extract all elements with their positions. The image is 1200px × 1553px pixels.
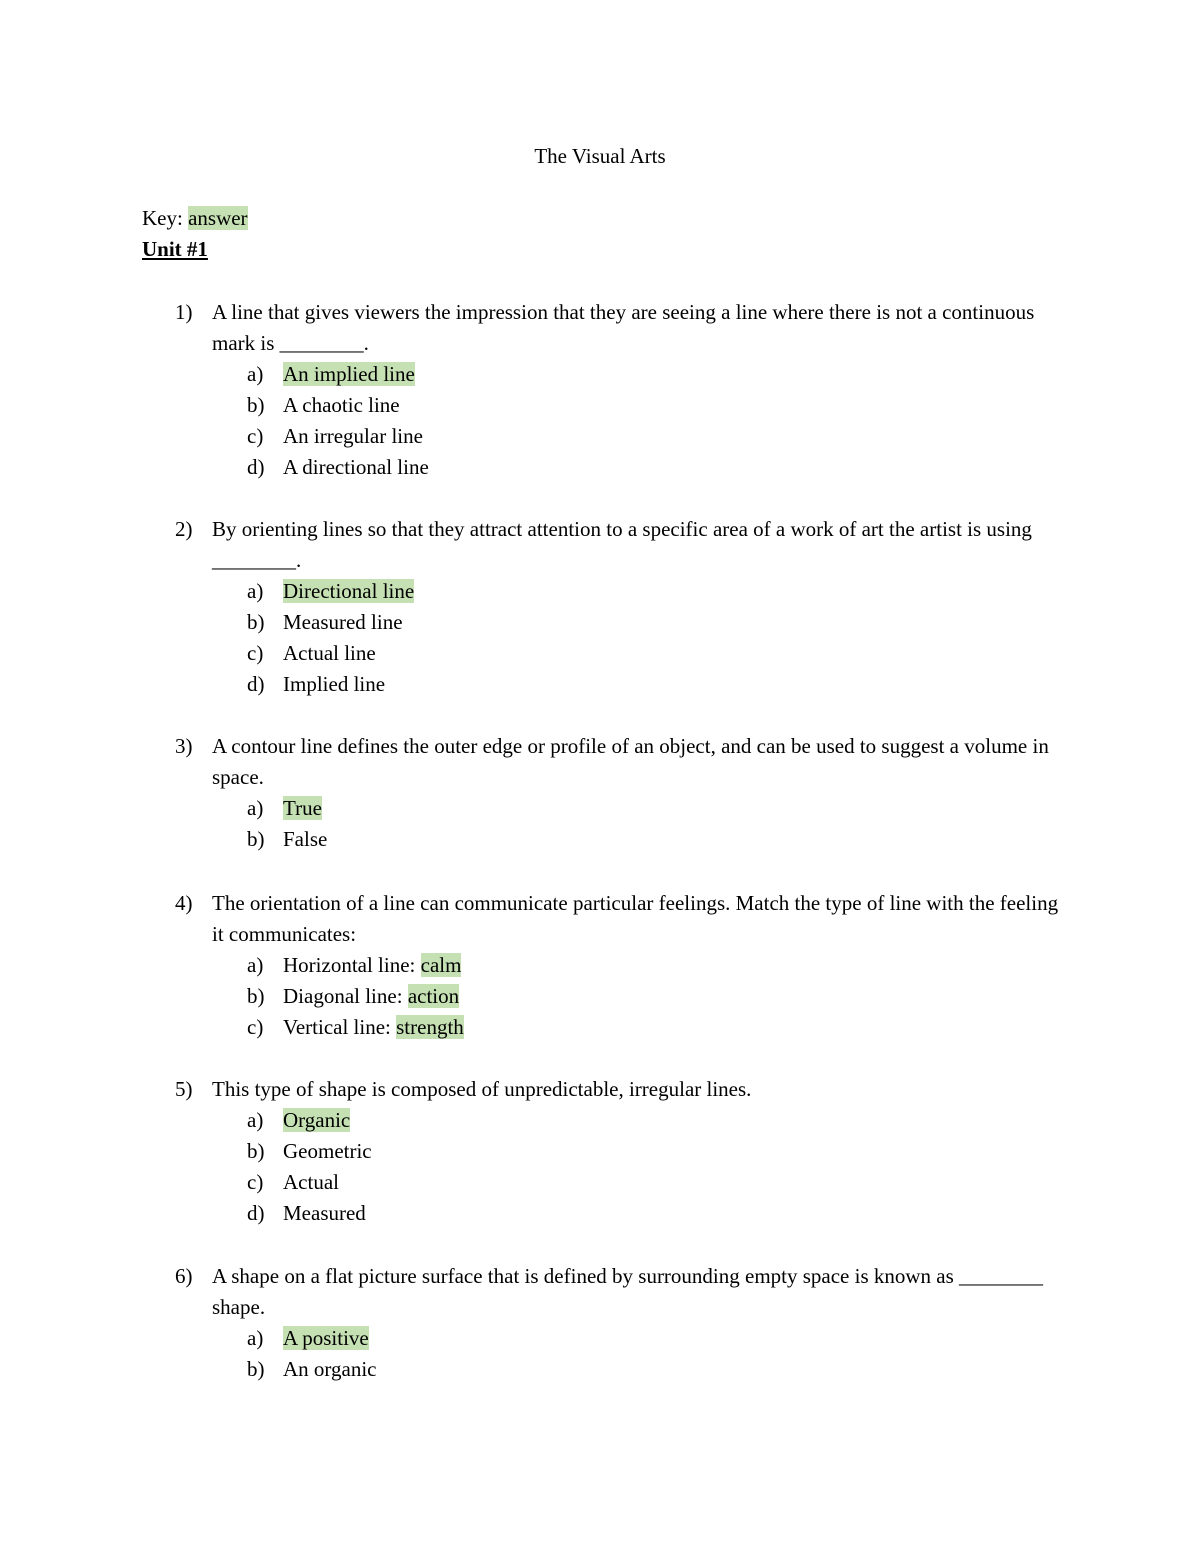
key-answer-highlight: answer	[188, 206, 248, 230]
option-c	[247, 638, 1065, 669]
unit-heading: Unit #1	[142, 237, 208, 261]
question-stem	[175, 731, 1065, 793]
option-text	[283, 793, 322, 824]
option-letter: d)	[247, 672, 265, 696]
option-b	[247, 607, 1065, 638]
answer-highlight: An implied line	[283, 362, 415, 386]
answer-highlight: calm	[420, 953, 462, 977]
question-stem	[175, 1074, 1065, 1105]
option-letter: c)	[247, 424, 264, 448]
question-text: A line that gives viewers the impression that they are seeing a line where there is not a continuous mark is ________.	[212, 300, 1035, 355]
option-letter: c)	[247, 1015, 264, 1039]
option-d	[247, 452, 1065, 483]
question-stem	[175, 514, 1065, 576]
option-a	[247, 359, 1065, 390]
option-c	[247, 1012, 1065, 1043]
option-text	[283, 950, 461, 981]
question-number: 6)	[175, 1264, 193, 1288]
option-text: An irregular line	[283, 424, 423, 448]
option-letter: b)	[247, 610, 265, 634]
option-prefix: Horizontal line:	[283, 953, 421, 977]
option-text: A chaotic line	[283, 393, 400, 417]
option-text	[283, 981, 459, 1012]
option-letter: a)	[247, 1108, 264, 1132]
option-letter: b)	[247, 1139, 265, 1163]
option-letter: c)	[247, 641, 264, 665]
option-letter: b)	[247, 1357, 265, 1381]
answer-highlight: A positive	[283, 1326, 369, 1350]
option-c	[247, 421, 1065, 452]
option-text: Measured	[283, 1201, 366, 1225]
question-number: 1)	[175, 300, 193, 324]
question-1	[175, 297, 1065, 483]
option-b	[247, 1354, 1065, 1385]
option-letter: c)	[247, 1170, 264, 1194]
option-d	[247, 669, 1065, 700]
option-text: Geometric	[283, 1139, 372, 1163]
question-number: 2)	[175, 517, 193, 541]
question-number: 3)	[175, 734, 193, 758]
option-letter: d)	[247, 455, 265, 479]
option-letter: a)	[247, 1326, 264, 1350]
question-stem	[175, 888, 1065, 950]
option-letter: a)	[247, 362, 264, 386]
option-letter: b)	[247, 827, 265, 851]
answer-highlight: Directional line	[283, 579, 415, 603]
option-letter: a)	[247, 796, 264, 820]
option-prefix: Vertical line:	[283, 1015, 397, 1039]
option-text: An organic	[283, 1357, 377, 1381]
option-a	[247, 1105, 1065, 1136]
option-letter: b)	[247, 984, 265, 1008]
option-prefix: Diagonal line:	[283, 984, 408, 1008]
option-text: Actual	[283, 1170, 339, 1194]
option-text	[283, 359, 415, 390]
option-text: Implied line	[283, 672, 386, 696]
answer-highlight: strength	[396, 1015, 464, 1039]
option-text	[283, 1012, 464, 1043]
option-text: Actual line	[283, 641, 376, 665]
question-text: By orienting lines so that they attract attention to a specific area of a work of art the artist is using ________.	[212, 517, 1032, 572]
option-b	[247, 981, 1065, 1012]
question-number: 4)	[175, 891, 193, 915]
question-3	[175, 731, 1065, 855]
question-text: This type of shape is composed of unpredictable, irregular lines.	[212, 1077, 752, 1101]
question-5	[175, 1074, 1065, 1229]
option-text	[283, 1105, 350, 1136]
option-a	[247, 1323, 1065, 1354]
answer-highlight: True	[283, 796, 322, 820]
option-b	[247, 824, 1065, 855]
answer-highlight: action	[407, 984, 460, 1008]
answer-highlight: Organic	[283, 1108, 351, 1132]
option-b	[247, 390, 1065, 421]
option-text: False	[283, 827, 328, 851]
option-text: A directional line	[283, 455, 429, 479]
option-letter: a)	[247, 579, 264, 603]
question-text: A contour line defines the outer edge or profile of an object, and can be used to suggest a volume in space.	[212, 734, 1049, 789]
question-number: 5)	[175, 1077, 193, 1101]
option-text	[283, 1323, 369, 1354]
question-4	[175, 888, 1065, 1043]
answer-key-legend	[142, 203, 248, 234]
option-a	[247, 793, 1065, 824]
option-a	[247, 950, 1065, 981]
option-c	[247, 1167, 1065, 1198]
page-title: The Visual Arts	[534, 144, 666, 168]
option-letter: a)	[247, 953, 264, 977]
option-text: Measured line	[283, 610, 403, 634]
option-letter: b)	[247, 393, 265, 417]
question-stem	[175, 297, 1065, 359]
option-text	[283, 576, 414, 607]
question-text: The orientation of a line can communicate particular feelings. Match the type of line with the feeling it communicates:	[212, 891, 1059, 946]
option-letter: d)	[247, 1201, 265, 1225]
option-a	[247, 576, 1065, 607]
option-d	[247, 1198, 1065, 1229]
question-text: A shape on a flat picture surface that is defined by surrounding empty space is known as ________ shape.	[212, 1264, 1044, 1319]
question-2	[175, 514, 1065, 700]
option-b	[247, 1136, 1065, 1167]
question-6	[175, 1261, 1065, 1385]
key-label: Key:	[142, 206, 189, 230]
question-stem	[175, 1261, 1065, 1323]
